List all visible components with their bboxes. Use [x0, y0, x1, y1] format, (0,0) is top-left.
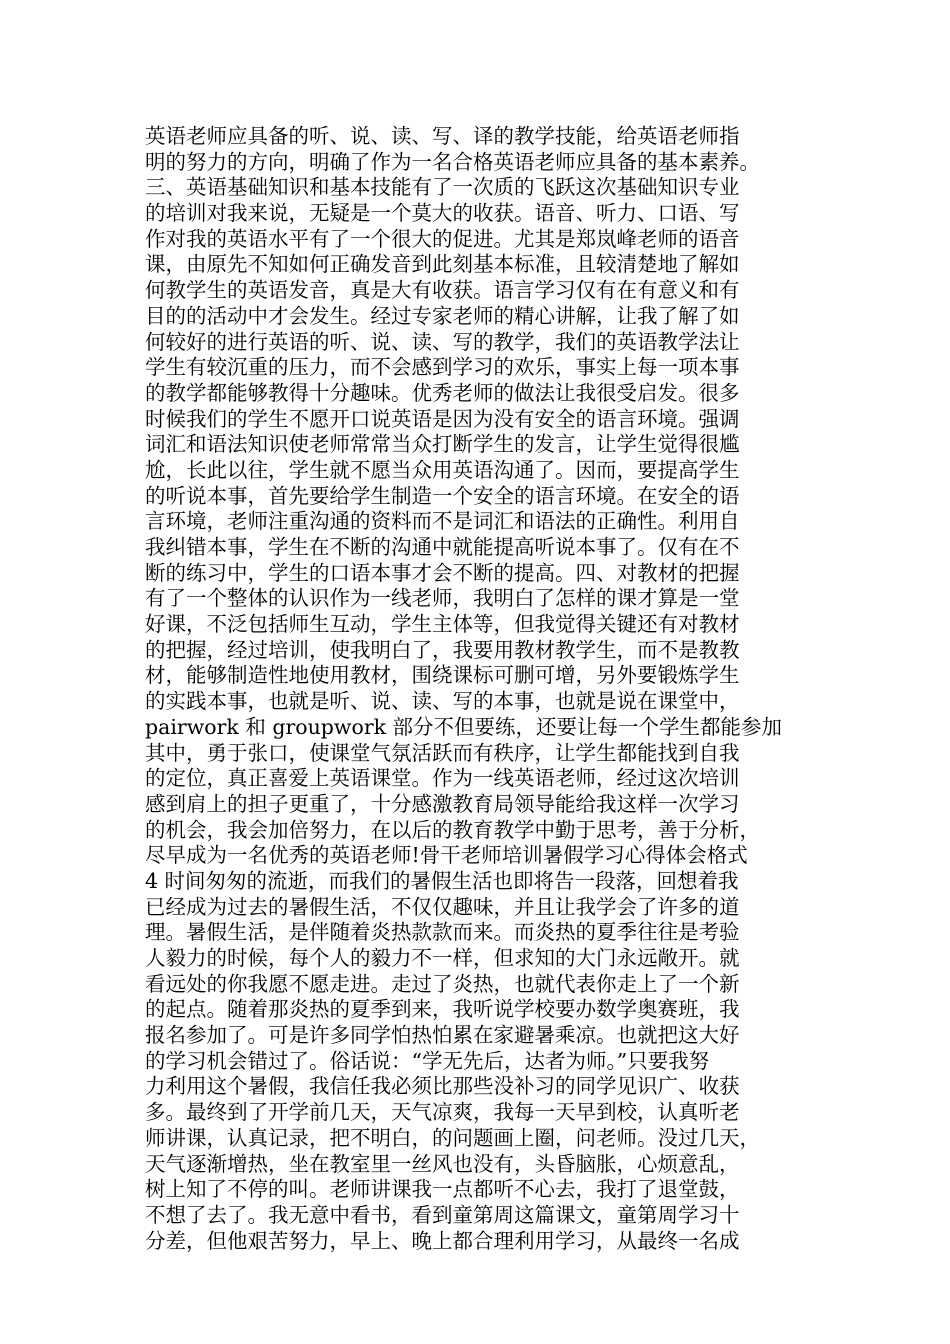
text-line: 材，能够制造性地使用教材，围绕课标可删可增，另外要锻炼学生: [145, 663, 740, 688]
text-line: 分差，但他艰苦努力，早上、晚上都合理利用学习，从最终一名成: [145, 1228, 740, 1253]
text-line: 的起点。随着那炎热的夏季到来，我听说学校要办数学奥赛班，我: [145, 997, 740, 1022]
text-line: 词汇和语法知识使老师常常当众打断学生的发言，让学生觉得很尴: [145, 432, 740, 457]
text-line: 作对我的英语水平有了一个很大的促进。尤其是郑岚峰老师的语音: [145, 226, 740, 251]
text-line: 的教学都能够教得十分趣味。优秀老师的做法让我很受启发。很多: [145, 380, 740, 405]
text-line: 的实践本事，也就是听、说、读、写的本事，也就是说在课堂中，: [145, 689, 740, 714]
text-line: 的把握，经过培训，使我明白了，我要用教材教学生，而不是教教: [145, 637, 740, 662]
text-line: 言环境，老师注重沟通的资料而不是词汇和语法的正确性。利用自: [145, 509, 740, 534]
text-line: 力利用这个暑假，我信任我必须比那些没补习的同学见识广、收获: [145, 1074, 740, 1099]
text-line: 师讲课，认真记录，把不明白，的问题画上圈，问老师。没过几天，: [145, 1125, 760, 1150]
text-line: 明的努力的方向，明确了作为一名合格英语老师应具备的基本素养。: [145, 149, 760, 174]
text-line: 尬，长此以往，学生就不愿当众用英语沟通了。因而，要提高学生: [145, 457, 740, 482]
text-line: 尽早成为一名优秀的英语老师!骨干老师培训暑假学习心得体会格式: [145, 843, 748, 868]
text-line: 的定位，真正喜爱上英语课堂。作为一线英语老师，经过这次培训: [145, 766, 740, 791]
text-line: 目的的活动中才会发生。经过专家老师的精心讲解，让我了解了如: [145, 303, 740, 328]
text-line: 的学习机会错过了。俗话说：“学无先后，达者为师。”只要我努: [145, 1048, 710, 1073]
text-line: 的听说本事，首先要给学生制造一个安全的语言环境。在安全的语: [145, 483, 740, 508]
text-line: 学生有较沉重的压力，而不会感到学习的欢乐，事实上每一项本事: [145, 355, 740, 380]
text-line: 其中，勇于张口，使课堂气氛活跃而有秩序，让学生都能找到自我: [145, 740, 740, 765]
text-line: 理。暑假生活，是伴随着炎热款款而来。而炎热的夏季往往是考验: [145, 920, 740, 945]
text-line: 三、英语基础知识和基本技能有了一次质的飞跃这次基础知识专业: [145, 175, 740, 200]
text-line: 不想了去了。我无意中看书，看到童第周这篇课文，童第周学习十: [145, 1202, 740, 1227]
text-line: 看远处的你我愿不愿走进。走过了炎热，也就代表你走上了一个新: [145, 971, 740, 996]
text-line: 4 时间匆匆的流逝，而我们的暑假生活也即将告一段落，回想着我: [145, 868, 739, 893]
text-line: 何较好的进行英语的听、说、读、写的教学，我们的英语教学法让: [145, 329, 740, 354]
text-line: 课，由原先不知如何正确发音到此刻基本标准，且较清楚地了解如: [145, 252, 740, 277]
text-line: 人毅力的时候，每个人的毅力不一样，但求知的大门永远敞开。就: [145, 946, 740, 970]
text-line: 时候我们的学生不愿开口说英语是因为没有安全的语言环境。强调: [145, 406, 740, 431]
text-line: 何教学生的英语发音，真是大有收获。语言学习仅有在有意义和有: [145, 278, 740, 303]
text-line: 报名参加了。可是许多同学怕热怕累在家避暑乘凉。也就把这大好: [145, 1023, 740, 1048]
text-line: 感到肩上的担子更重了，十分感激教育局领导能给我这样一次学习: [145, 791, 740, 816]
text-line: 的培训对我来说，无疑是一个莫大的收获。语音、听力、口语、写: [145, 201, 740, 226]
body-text: [145, 124, 825, 1254]
text-line: 断的练习中，学生的口语本事才会不断的提高。四、对教材的把握: [145, 560, 740, 585]
text-line: pairwork 和 groupwork 部分不但要练，还要让每一个学生都能参加: [145, 714, 783, 739]
text-line: 有了一个整体的认识作为一线老师，我明白了怎样的课才算是一堂: [145, 586, 740, 611]
text-line: 英语老师应具备的听、说、读、写、译的教学技能，给英语老师指: [145, 124, 740, 148]
text-line: 我纠错本事，学生在不断的沟通中就能提高听说本事了。仅有在不: [145, 535, 740, 559]
text-line: 好课，不泛包括师生互动，学生主体等，但我觉得关键还有对教材: [145, 612, 740, 637]
text-line: 已经成为过去的暑假生活，不仅仅趣味，并且让我学会了许多的道: [145, 894, 740, 919]
text-line: 多。最终到了开学前几天，天气凉爽，我每一天早到校，认真听老: [145, 1100, 740, 1125]
text-line: 树上知了不停的叫。老师讲课我一点都听不心去，我打了退堂鼓，: [145, 1177, 740, 1202]
text-line: 天气逐渐增热，坐在教室里一丝风也没有，头昏脑胀，心烦意乱，: [145, 1151, 740, 1176]
text-line: 的机会，我会加倍努力，在以后的教育教学中勤于思考，善于分析，: [145, 817, 760, 842]
